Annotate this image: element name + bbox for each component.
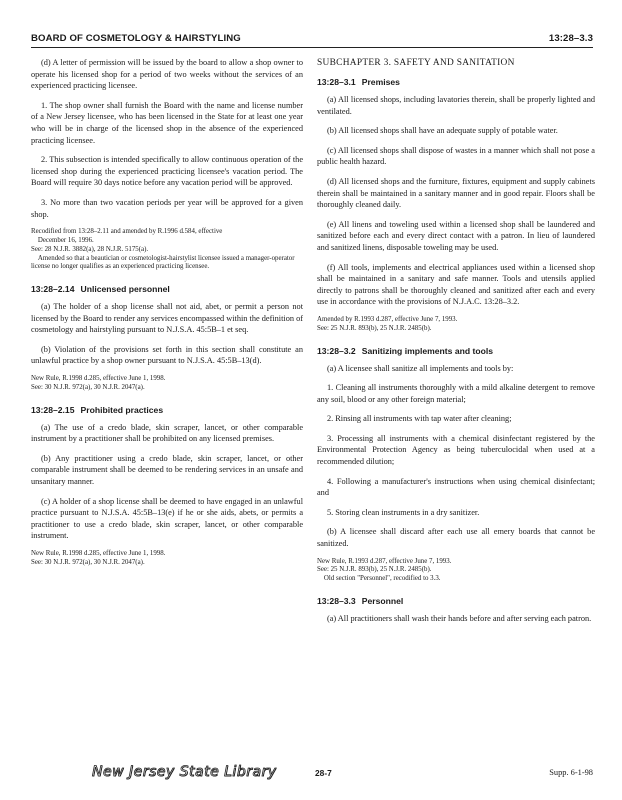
- paragraph-3-1-d: (d) All licensed shops and the furniture, fixtures, equipment and supply cabinets therein shall be maintained in a sanitary manner and in good repair. Floors shall be thoroughly cleaned daily.: [317, 176, 595, 210]
- header-title: BOARD OF COSMETOLOGY & HAIRSTYLING: [31, 33, 241, 44]
- history-note-line: December 16, 1996.: [37, 236, 94, 244]
- paragraph-2-15-b: (b) Any practitioner using a credo blade, skin scraper, lancet, or other comparable instrument shall be deemed to be rendering services in an unsafe and unsanitary manner.: [31, 453, 303, 487]
- section-heading-2-15: [31, 405, 303, 416]
- section-code: 13:28–2.15: [31, 404, 75, 415]
- history-note-line: See: 30 N.J.R. 972(a), 30 N.J.R. 2047(a).: [31, 558, 145, 566]
- header-section-range: 13:28–3.3: [548, 33, 593, 44]
- history-note-line: Amended so that a beautician or cosmetologist-hairstylist licensee issued a manager-operator license no longer qualifies as an experienced practicing licensee.: [31, 254, 295, 271]
- left-column: [31, 57, 303, 580]
- paragraph-3-1-c: (c) All licensed shops shall dispose of wastes in a manner which shall not pose a public health hazard.: [317, 145, 595, 167]
- paragraph-d: (d) A letter of permission will be issued by the board to allow a shop owner to operate his licensed shop for a period of two weeks without the services of an experienced practicing licensee.: [31, 58, 303, 91]
- section-heading-3-2: [317, 346, 595, 357]
- section-code: 13:28–3.1: [317, 77, 356, 87]
- history-note: [317, 316, 595, 334]
- paragraph-3-1-a: (a) All licensed shops, including lavatories therein, shall be properly lighted and ventilated.: [317, 95, 595, 116]
- item-2: 2. This subsection is intended specifically to allow continuous operation of the licensed shop during the experienced practicing licensee's vacation period. The Board will require 30 days notice before any vacation period will be approved.: [31, 155, 303, 188]
- supplement-date: Supp. 6-1-98: [549, 768, 593, 777]
- item-1: 1. The shop owner shall furnish the Board with the name and license number of a New Jersey licensee, who has been licensed in the State for at least one year who will be in charge of the licensed shop in the absence of the experienced practicing licensee.: [31, 100, 303, 145]
- history-note-line: See: 28 N.J.R. 3882(a), 28 N.J.R. 5175(a).: [31, 245, 149, 253]
- history-note: [317, 558, 595, 584]
- page-footer: [31, 764, 593, 786]
- running-header: [31, 33, 593, 48]
- item-3-2-3: 3. Processing all instruments with a chemical disinfectant registered by the Environmental Protection Agency as being tuberculocidal when used at a recommended dilution;: [317, 433, 595, 467]
- item-3-2-2: 2. Rinsing all instruments with tap water after cleaning;: [326, 414, 512, 424]
- paragraph-3-1-f: (f) All tools, implements and electrical appliances used within a licensed shop shall be maintained in a sanitary and safe manner. Tools and utensils applied directly to patrons shall be thoroughly cleaned and sanitized after each and every use in accordance with the provisions of N.J.A.C. 13:28–3.2.: [317, 262, 595, 307]
- page-number: 28-7: [315, 768, 332, 778]
- section-code: 13:28–3.2: [317, 345, 356, 356]
- history-note-line: New Rule, R.1993 d.287, effective June 7, 1993.: [317, 557, 452, 565]
- subchapter-heading: SUBCHAPTER 3. SAFETY AND SANITATION: [317, 58, 515, 68]
- history-note-line: Recodified from 13:28–2.11 and amended by R.1996 d.584, effective: [31, 228, 223, 236]
- section-code: 13:28–3.3: [317, 596, 356, 607]
- section-heading-2-14: [31, 284, 303, 295]
- history-note-line: See: 25 N.J.R. 893(b), 25 N.J.R. 2485(b).: [317, 566, 432, 574]
- history-note: [31, 375, 303, 393]
- paragraph-2-14-b: (b) Violation of the provisions set forth in this section shall constitute an unlawful practice by a shop owner pursuant to N.J.S.A. 45:5B–13(d).: [31, 344, 303, 366]
- paragraph-3-2-a: (a) A licensee shall sanitize all implements and tools by:: [326, 363, 514, 373]
- history-note-line: New Rule, R.1998 d.285, effective June 1, 1998.: [31, 550, 166, 558]
- history-note: [31, 550, 303, 568]
- item-3-2-5: 5. Storing clean instruments in a dry sanitizer.: [326, 507, 480, 517]
- history-note-line: See: 25 N.J.R. 893(b), 25 N.J.R. 2485(b).: [317, 324, 432, 332]
- paragraph-3-3-a: (a) All practitioners shall wash their hands before and after serving each patron.: [326, 614, 592, 624]
- section-heading-3-1: [317, 77, 595, 88]
- paragraph-3-2-b: (b) A licensee shall discard after each use all emery boards that cannot be sanitized.: [317, 527, 595, 549]
- right-column: [317, 57, 595, 633]
- history-note: [31, 228, 303, 272]
- history-note-line: Old section "Personnel", recodified to 3.3.: [323, 575, 441, 583]
- section-heading-3-3: [317, 596, 595, 607]
- history-note-line: New Rule, R.1998 d.285, effective June 1, 1998.: [31, 375, 166, 383]
- paragraph-2-14-a: (a) The holder of a shop license shall not aid, abet, or permit a person not licensed by the Board to render any services encompassed within the definition of cosmetology and hairstyling pursuant to N.J.S.A. 45:5B–1 et seq.: [31, 302, 303, 335]
- item-3-2-1: 1. Cleaning all instruments thoroughly with a mild alkaline detergent to remove any soil, blood or any other foreign material;: [317, 383, 595, 404]
- section-title: Sanitizing implements and tools: [361, 345, 494, 356]
- section-title: Prohibited practices: [80, 404, 164, 415]
- section-title: Premises: [361, 77, 400, 87]
- section-title: Personnel: [361, 596, 404, 607]
- item-3: 3. No more than two vacation periods per year will be approved for a given shop.: [31, 197, 303, 219]
- item-3-2-4: 4. Following a manufacturer's instructions when using chemical disinfectant; and: [317, 476, 595, 498]
- library-stamp: New Jersey State Library: [92, 764, 277, 780]
- history-note-line: Amended by R.1993 d.287, effective June 7, 1993.: [317, 315, 458, 323]
- paragraph-2-15-a: (a) The use of a credo blade, skin scraper, lancet, or other comparable instrument by a practitioner shall be prohibited on any licensed premises.: [31, 422, 303, 444]
- paragraph-3-1-e: (e) All linens and toweling used within a licensed shop shall be laundered and sanitized before each and every direct contact with a patron. In lieu of laundered and sanitized linens, disposable toweling may be used.: [317, 219, 595, 252]
- paragraph-3-1-b: (b) All licensed shops shall have an adequate supply of potable water.: [326, 126, 558, 136]
- history-note-line: See: 30 N.J.R. 972(a), 30 N.J.R. 2047(a).: [31, 383, 145, 391]
- paragraph-2-15-c: (c) A holder of a shop license shall be deemed to have engaged in an unlawful practice pursuant to N.J.S.A. 45:5B–13(e) if he or she aids, abets, or permits a practitioner to use a credo blade, skin scraper, lancet, or other comparable instrument.: [31, 496, 303, 541]
- section-code: 13:28–2.14: [31, 284, 75, 295]
- section-title: Unlicensed personnel: [80, 284, 170, 295]
